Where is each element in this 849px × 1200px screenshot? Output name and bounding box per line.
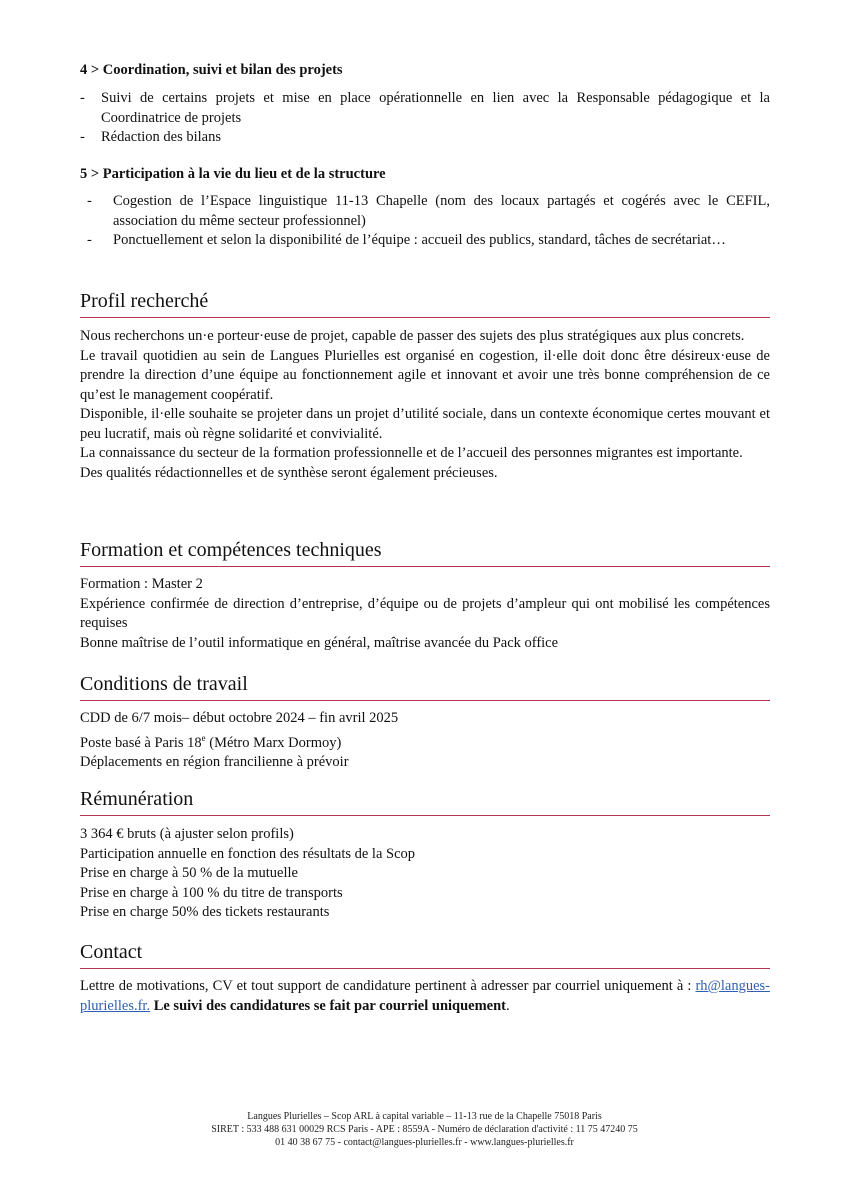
paragraph: Disponible, il·elle souhaite se projeter dans un projet d’utilité sociale, dans un contexte économique certes mouvant et peu lucratif, mais où règne solidarité et convivialité. <box>80 406 770 442</box>
paragraph: Le travail quotidien au sein de Langues Plurielles est organisé en cogestion, il·elle doit donc être désireux·euse de prendre la direction d’une équipe au fonctionnement agile et innovant et avoir une très bonne compréhension de ce qu’est le management coopératif. <box>80 347 770 403</box>
profil-body <box>80 327 770 483</box>
paragraph: Prise en charge à 100 % du titre de transports <box>80 884 343 901</box>
paragraph: Prise en charge à 50 % de la mutuelle <box>80 865 298 881</box>
contact-body <box>80 977 770 1016</box>
paragraph: Des qualités rédactionnelles et de synthèse seront également précieuses. <box>80 464 498 481</box>
heading-formation: Formation et compétences techniques <box>80 538 770 567</box>
list-item: - Ponctuellement et selon la disponibilité de l’équipe : accueil des publics, standard, tâches de secrétariat… <box>87 232 726 248</box>
conditions-body <box>80 709 770 772</box>
paragraph: Participation annuelle en fonction des résultats de la Scop <box>80 845 416 862</box>
heading-contact: Contact <box>80 940 770 969</box>
paragraph: Nous recherchons un·e porteur·euse de projet, capable de passer des sujets des plus stratégiques aux plus concrets. <box>80 328 745 344</box>
paragraph: Expérience confirmée de direction d’entreprise, d’équipe ou de projets d’ampleur qui ont mobilisé les compétences requises <box>80 595 770 631</box>
remuneration-body <box>80 825 770 923</box>
footer-line: SIRET : 533 488 631 00029 RCS Paris - APE : 8559A - Numéro de déclaration d'activité : 11 75 47240 75 <box>211 1124 638 1135</box>
paragraph: Poste basé à Paris 18e (Métro Marx Dormoy) <box>80 732 342 751</box>
formation-body <box>80 575 770 653</box>
heading-remuneration: Rémunération <box>80 787 770 816</box>
email-link[interactable]: rh@langues-plurielles.fr. <box>80 978 770 1014</box>
page-footer <box>0 1110 849 1149</box>
paragraph: Bonne maîtrise de l’outil informatique en général, maîtrise avancée du Pack office <box>80 634 559 651</box>
heading-profil: Profil recherché <box>80 289 770 318</box>
paragraph: Déplacements en région francilienne à prévoir <box>80 753 349 770</box>
footer-line: 01 40 38 67 75 - contact@langues-plurielles.fr - www.langues-plurielles.fr <box>275 1137 574 1148</box>
paragraph: 3 364 € bruts (à ajuster selon profils) <box>80 826 294 842</box>
paragraph: La connaissance du secteur de la formation professionnelle et de l’accueil des personnes migrantes est importante. <box>80 445 743 461</box>
list-item: - Cogestion de l’Espace linguistique 11-13 Chapelle (nom des locaux partagés et cogérés avec le CEFIL, association du même secteur professionnel) <box>87 193 770 229</box>
section-4-list <box>80 89 770 148</box>
list-item: - Rédaction des bilans <box>80 129 222 145</box>
section-5-list <box>80 192 770 251</box>
section-4-title: 4 > Coordination, suivi et bilan des projets <box>80 62 343 78</box>
paragraph: Prise en charge 50% des tickets restaurants <box>80 904 330 920</box>
footer-line: Langues Plurielles – Scop ARL à capital variable – 11-13 rue de la Chapelle 75018 Paris <box>247 1111 602 1122</box>
paragraph: Formation : Master 2 <box>80 576 203 592</box>
paragraph: Lettre de motivations, CV et tout support de candidature pertinent à adresser par courriel uniquement à : rh@langues-plurielles.fr. Le suivi des candidatures se fait par courriel uniquement. <box>80 978 770 1014</box>
section-5-title: 5 > Participation à la vie du lieu et de la structure <box>80 166 386 182</box>
heading-conditions: Conditions de travail <box>80 672 770 701</box>
paragraph: CDD de 6/7 mois– début octobre 2024 – fin avril 2025 <box>80 710 399 726</box>
list-item: - Suivi de certains projets et mise en place opérationnelle en lien avec la Responsable pédagogique et la Coordinatrice de projets <box>80 90 770 126</box>
